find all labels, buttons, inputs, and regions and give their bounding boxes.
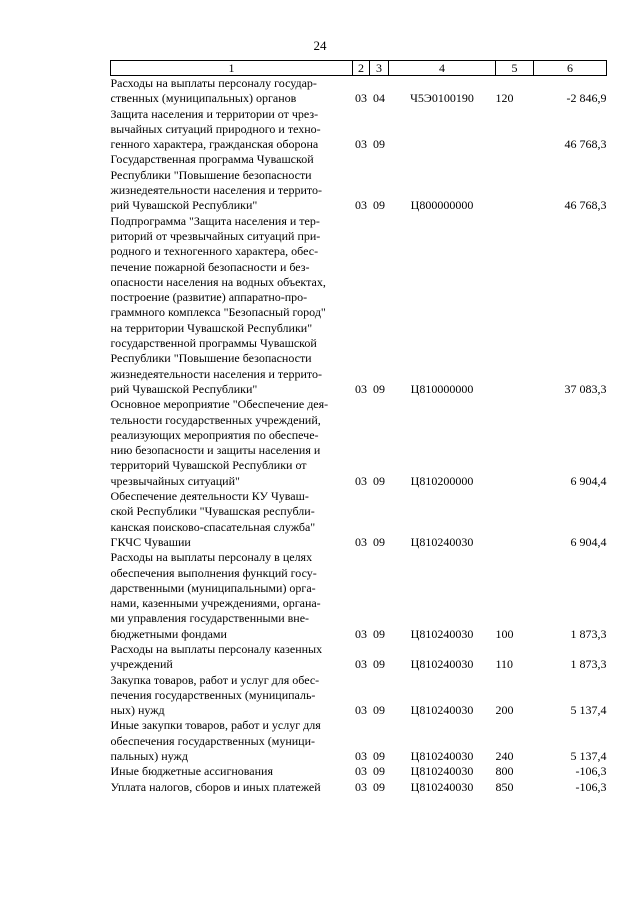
row-target-code: Ц810000000 bbox=[410, 381, 474, 396]
row-amount: 5 137,4 bbox=[570, 703, 607, 718]
table-row bbox=[111, 718, 607, 764]
budget-table bbox=[110, 60, 607, 795]
row-amount: 1 873,3 bbox=[570, 626, 607, 641]
row-subsection: 09 bbox=[373, 381, 385, 396]
row-target-code: Ц810200000 bbox=[410, 473, 474, 488]
row-section: 03 bbox=[355, 137, 367, 152]
row-subsection: 04 bbox=[373, 91, 385, 106]
row-section: 03 bbox=[355, 626, 367, 641]
row-subsection: 09 bbox=[373, 779, 385, 794]
row-section: 03 bbox=[355, 473, 367, 488]
row-section: 03 bbox=[355, 198, 367, 213]
row-subsection: 09 bbox=[373, 626, 385, 641]
row-section: 03 bbox=[355, 779, 367, 794]
table-row bbox=[111, 76, 607, 107]
row-amount: 5 137,4 bbox=[570, 749, 607, 764]
row-amount: 6 904,4 bbox=[570, 473, 607, 488]
row-target-code: Ц810240030 bbox=[410, 626, 474, 641]
row-subsection: 09 bbox=[373, 534, 385, 549]
row-expense-type: 240 bbox=[495, 749, 514, 764]
row-expense-type: 120 bbox=[495, 91, 514, 106]
row-section: 03 bbox=[355, 534, 367, 549]
row-name: Основное мероприятие "Обеспечение дея- тельности государственных учреждений, реализующих мероприятия по обеспече- нию безопасности и защиты населения и территорий Чувашской Республики от чрезвычайных ситуаций" bbox=[110, 397, 329, 488]
row-name: Государственная программа Чувашской Республики "Повышение безопасности жизнедеятельности населения и террито- рий Чувашской Республики" bbox=[110, 152, 322, 213]
row-amount: -2 846,9 bbox=[566, 91, 607, 106]
row-expense-type: 200 bbox=[495, 703, 514, 718]
row-name: Расходы на выплаты персоналу в целях обеспечения выполнения функций госу- дарственными (муниципальными) орга- нами, казенными учреждениями, органа- ми управления государственными вне- бюджетными фондами bbox=[110, 550, 321, 641]
table-row bbox=[111, 107, 607, 153]
table-row bbox=[111, 642, 607, 673]
row-expense-type bbox=[496, 214, 534, 398]
table-row bbox=[111, 397, 607, 489]
row-target-code: Ц810240030 bbox=[410, 749, 474, 764]
row-subsection: 09 bbox=[373, 473, 385, 488]
row-target-code: Ц810240030 bbox=[410, 703, 474, 718]
table-row bbox=[111, 152, 607, 213]
row-target-code bbox=[389, 107, 496, 153]
row-section: 03 bbox=[355, 381, 367, 396]
header-col-4: 4 bbox=[389, 61, 496, 76]
row-section: 03 bbox=[355, 91, 367, 106]
row-expense-type bbox=[496, 152, 534, 213]
row-expense-type: 800 bbox=[495, 764, 514, 779]
row-subsection: 09 bbox=[373, 749, 385, 764]
row-section: 03 bbox=[355, 657, 367, 672]
row-section: 03 bbox=[355, 703, 367, 718]
row-name: Иные закупки товаров, работ и услуг для обеспечения государственных (муници- пальных) нужд bbox=[110, 718, 321, 764]
row-subsection: 09 bbox=[373, 764, 385, 779]
row-name: Расходы на выплаты персоналу государ- ственных (муниципальных) органов bbox=[110, 76, 317, 106]
row-target-code: Ц810240030 bbox=[410, 657, 474, 672]
row-name: Подпрограмма "Защита населения и тер- риторий от чрезвычайных ситуаций при- родного и техногенного характера, обес- печение пожарной безопасности и без- опасности населения на водных объектах, построение (развитие) аппаратно-про- граммного комплекса "Безопасный город" на территории Чувашской Республики" государственной программы Чувашской Республики "Повышение безопасности жизнедеятельности населения и террито- рий Чувашской Республики" bbox=[110, 213, 326, 396]
row-amount: 37 083,3 bbox=[564, 381, 607, 396]
row-amount: 1 873,3 bbox=[570, 657, 607, 672]
row-target-code: Ц810240030 bbox=[410, 779, 474, 794]
header-col-5: 5 bbox=[496, 61, 534, 76]
row-name: Закупка товаров, работ и услуг для обес- печения государственных (муниципаль- ных) нужд bbox=[110, 672, 320, 718]
row-amount: 46 768,3 bbox=[564, 198, 607, 213]
row-name: Уплата налогов, сборов и иных платежей bbox=[110, 779, 321, 794]
row-amount: -106,3 bbox=[575, 779, 607, 794]
row-target-code: Ц810240030 bbox=[410, 764, 474, 779]
table-row bbox=[111, 673, 607, 719]
row-name: Расходы на выплаты персоналу казенных учреждений bbox=[110, 641, 323, 672]
row-expense-type bbox=[496, 489, 534, 550]
row-subsection: 09 bbox=[373, 137, 385, 152]
row-subsection: 09 bbox=[373, 703, 385, 718]
row-expense-type: 850 bbox=[495, 779, 514, 794]
row-target-code: Ч5Э0100190 bbox=[410, 91, 474, 106]
header-col-2: 2 bbox=[353, 61, 370, 76]
row-expense-type: 110 bbox=[495, 657, 514, 672]
page-number: 24 bbox=[313, 38, 327, 53]
header-col-3: 3 bbox=[370, 61, 389, 76]
row-section: 03 bbox=[355, 749, 367, 764]
row-name: Иные бюджетные ассигнования bbox=[110, 764, 273, 779]
row-amount: 6 904,4 bbox=[570, 534, 607, 549]
table-row bbox=[111, 764, 607, 779]
table-header-row bbox=[111, 61, 607, 76]
row-name: Защита населения и территории от чрез- вычайных ситуаций природного и техно- генного характера, гражданская оборона bbox=[110, 106, 321, 152]
row-name: Обеспечение деятельности КУ Чуваш- ской Республики "Чувашская республи- канская поисково-спасательная служба" ГКЧС Чувашии bbox=[110, 489, 316, 549]
row-expense-type: 100 bbox=[495, 626, 514, 641]
row-amount: 46 768,3 bbox=[564, 137, 607, 152]
table-row bbox=[111, 550, 607, 642]
row-subsection: 09 bbox=[373, 198, 385, 213]
row-subsection: 09 bbox=[373, 657, 385, 672]
table-row bbox=[111, 780, 607, 795]
header-col-1: 1 bbox=[111, 61, 353, 76]
row-expense-type bbox=[496, 397, 534, 489]
row-target-code: Ц800000000 bbox=[410, 198, 474, 213]
row-expense-type bbox=[496, 107, 534, 153]
header-col-6: 6 bbox=[534, 61, 607, 76]
table-row bbox=[111, 214, 607, 398]
table-row bbox=[111, 489, 607, 550]
row-section: 03 bbox=[355, 764, 367, 779]
row-target-code: Ц810240030 bbox=[410, 534, 474, 549]
row-amount: -106,3 bbox=[575, 764, 607, 779]
